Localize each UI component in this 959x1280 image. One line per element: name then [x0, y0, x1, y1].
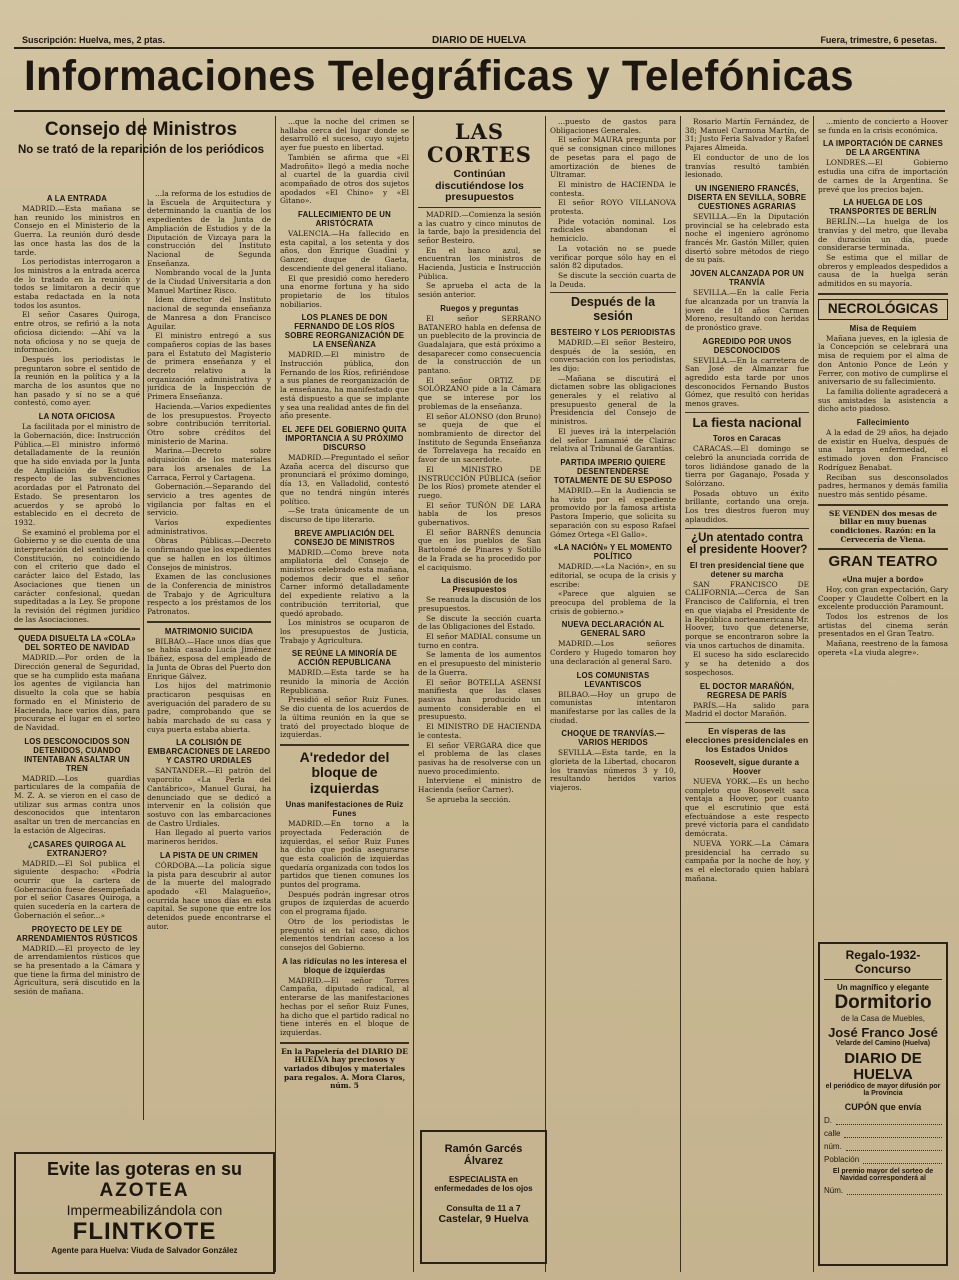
article-paragraph: MADRID.—Esta tarde se ha reunido la minoría de Acción Republicana. — [280, 668, 409, 695]
article-paragraph: BILBAO.—Hace unos días que se había casado Lucía Jiménez Ibáñez, esposa del empleado de la Junta de Obras del Puerto don Enrique Gálvez. — [147, 636, 271, 681]
article-paragraph: SEVILLA.—Esta tarde, en la glorieta de la Libertad, chocaron los tranvías números 3 y 10, resultando heridos varios viajeros. — [550, 748, 676, 793]
article-paragraph: NUEVA YORK.—La Cámara presidencial ha cerrado su campaña por la noche de hoy, y es el electorado quien hablará mañana. — [685, 838, 809, 883]
divider — [280, 744, 409, 746]
divider — [418, 207, 541, 208]
article-paragraph: MADRID.—Los guardias particulares de la compañía de M. Z. A. se vieron en el caso de utilizar sus armas contra unos desconocidos que intentaron asaltar un tren de mercancías en la estación de Algeciras. — [14, 773, 140, 835]
article-paragraph: Marina.—Decreto sobre adquisición de los materiales para los arsenales de La Carraca, Ferrol y Cartagena. — [147, 446, 271, 482]
article-paragraph: Los ministros se ocuparon de los presupuestos de Justicia, Trabajo y Agricultura. — [280, 618, 409, 645]
contest-coupon — [818, 942, 948, 1266]
section-heading: Fallecimiento — [856, 418, 910, 428]
article-paragraph: También se afirma que «El Madroñito» llegó a media noche al cuartel de la guardia civil acompañado de otros dos sujetos apodados «El Chino» y «El Gitano». — [280, 152, 409, 206]
article-paragraph: El MINISTRO DE HACIENDA le contesta. — [418, 722, 541, 740]
article-paragraph: SANTANDER.—El patrón del vaporcito «La Perla del Cantábrico», Manuel Gurai, ha denunciado que se dedicó a intervenir en la colisión que sostuvo con las embarcaciones de Castro Urdiales. — [147, 766, 271, 828]
section-heading: BREVE AMPLIACIÓN DEL CONSEJO DE MINISTROS — [294, 528, 395, 547]
article-paragraph: SEVILLA.—En la Diputación provincial se ha celebrado esta noche el ingeniero agrónomo francés Mr. Gastón Miller, quien disertó sobre métodos de riego de su país. — [685, 211, 809, 265]
article-paragraph: MADRID.—El señor Torres Campaña, diputado radical, al enterarse de las manifestaciones hechas por el señor Ruiz Funes, ha dicho que el partido radical no tiene interés en el bloque de izquierdas. — [280, 975, 409, 1037]
article-paragraph: El señor BARNÉS denuncia que en los pueblos de San Bartolomé de Pinares y Sotillo de la Frada se ha procedido por el caciquismo. — [418, 527, 541, 572]
article-paragraph: La facilitada por el ministro de la Gobernación, dice: Instrucción Pública.—El ministro informó detalladamente de la reunión que ha sido enviada por la Junta de Ampliación de Estudios respecto de las subvenciones acordadas por el Patronato del Estado. Se presentaron los acuerdos y se aprobó lo establecido en el decreto de 1932. — [14, 422, 140, 527]
article-paragraph: Varios expedientes administrativos. — [147, 518, 271, 536]
billiard-ad: SE VENDEN dos mesas de billar en muy buenas condiciones. Razón: en la Cervecería de Viena. — [829, 508, 937, 544]
ad-name: Ramón Garcés Álvarez — [444, 1143, 523, 1167]
article-paragraph: Pide votación nominal. Los radicales abandonan el hemiciclo. — [550, 216, 676, 244]
column-5 — [550, 118, 676, 1268]
ad-line: Castelar, 9 Huelva — [438, 1213, 529, 1225]
article-paragraph: El señor MADIAL consume un turno en contra. — [418, 632, 541, 650]
section-heading: «LA NACIÓN» Y EL MOMENTO POLÍTICO — [553, 543, 673, 562]
column-4 — [418, 118, 541, 1268]
article-paragraph: Se estima que el millar de obreros y empleados despedidos a causa de la huelga serán admitidos en su mayoría. — [818, 253, 948, 289]
las-cortes-headline: LAS CORTES — [427, 119, 532, 168]
field-label: D. — [824, 1116, 832, 1125]
article-paragraph: Se reanuda la discusión de los presupuestos. — [418, 595, 541, 613]
article-paragraph: El señor ALONSO (don Bruno) se queja de que el nombramiento de director del Instituto de Segunda Enseñanza de Torrelavega ha recaído en favor de un sacerdote. — [418, 411, 541, 465]
masthead-strip — [0, 0, 959, 46]
field-label: calle — [824, 1129, 841, 1138]
article-paragraph: Presidió el señor Ruiz Funes. Se dio cuenta de los acuerdos de la última reunión en la que se trató del proyectado bloque de izquierdas. — [280, 695, 409, 740]
article-paragraph: El señor ORTIZ DE SOLÓRZANO pide a la Cámara que se interese por los problemas de la enseñanza. — [418, 375, 541, 411]
article-paragraph: Se discute la sección cuarta de la Deuda. — [550, 270, 676, 289]
article-paragraph: MADRID.—En la Audiencia se ha visto por el expediente promovido por la famosa artista Pastora Imperio, que solicita su separación con su esposo Rafael Gómez Ortega «El Gallo». — [550, 486, 676, 539]
hoover-headline: ¿Un atentado contra el presidente Hoover? — [686, 531, 808, 557]
coupon-field-poblacion[interactable] — [824, 1155, 942, 1164]
section-heading: LOS PLANES DE DON FERNANDO DE LOS RÍOS SOBRE REORGANIZACIÓN DE LA ENSEÑANZA — [284, 313, 405, 350]
article-paragraph: MADRID.—Preguntado el señor Azaña acerca del discurso que pronunciará el próximo domingo, día 13, en Valladolid, contestó que no tendrá ningún interés político. — [280, 452, 409, 506]
article-paragraph: Hacienda.—Varios expedientes de los presupuestos. Proyecto sobre contribución territorial. Otro sobre créditos del ministerio de Marina. — [147, 401, 271, 446]
article-paragraph: ...la reforma de los estudios de la Escuela de Arquitectura y determinando la cuantía de los expedientes de la Junta de Ampliación de Estudios y de la Diputación de Vizcaya para la construcción del Instituto Nacional de Segunda Enseñanza. — [147, 190, 271, 268]
article-paragraph: —Se trata únicamente de un discurso de tipo literario. — [280, 506, 409, 524]
article-paragraph: PARÍS.—Ha salido para Madrid el doctor Marañón. — [685, 700, 809, 719]
coupon-label: CUPÓN que envía — [844, 1102, 922, 1112]
divider — [685, 528, 809, 529]
article-paragraph: MADRID.—El señor Besteiro, después de la sesión, en conversación con los periodistas, les dijo: — [550, 337, 676, 373]
consejo-subhead: No se trató de la reparición de los periódicos — [17, 143, 265, 156]
divider — [550, 292, 676, 293]
flintkote-ad — [14, 1152, 275, 1274]
article-paragraph: Se aprueba la sección. — [426, 794, 511, 804]
section-heading: AGREDIDO POR UNOS DESCONOCIDOS — [702, 336, 792, 355]
article-paragraph: Mañana, reestreno de la famosa opereta «La viuda alegre». — [818, 639, 948, 657]
article-paragraph: —Mañana se discutirá el dictamen sobre las obligaciones generales y el relativo al presupuesto general de la Presidencia del Consejo de ministros. — [550, 373, 676, 427]
article-paragraph: NUEVA YORK.—Es un hecho completo que Roosevelt saca ventaja a Hoover, por cuanto que el escrutinio que está efectuándose a este respecto prevé victoria para el candidato demócrata. — [685, 776, 809, 839]
column-rule — [143, 118, 144, 1120]
article-paragraph: El señor BOTELLA ASENSI manifiesta que las clases pasivas han producido un aumento considerable en el presupuesto. — [418, 677, 541, 722]
section-heading: LA NOTA OFICIOSA — [38, 412, 116, 422]
article-paragraph: A la edad de 29 años, ha dejado de existir en Huelva, después de una larga enfermedad, el estimado joven don Francisco Rodríguez Benabat. — [818, 428, 948, 472]
article-paragraph: El ministro entregó a sus compañeros copias de las bases para el Estatuto del Magisterio de primera enseñanza y el decreto relativo a la organización administrativa y jurídica de la Inspección de Primera Enseñanza. — [147, 331, 271, 402]
article-paragraph: El señor MAURA pregunta por qué se consignan cinco millones de pesetas para el pago de amortización de bienes de Ultramar. — [550, 135, 676, 180]
consejo-header — [14, 118, 268, 190]
article-paragraph: MADRID.—El proyecto de ley de arrendamientos rústicos que se ha presentado a la Cámara y que tiene la firma del ministro de Agricultura, será discutido en la sesión de mañana. — [14, 943, 140, 997]
section-heading: FALLECIMIENTO DE UN ARISTÓCRATA — [298, 210, 391, 229]
section-heading: Misa de Requiem — [849, 323, 917, 333]
fiesta-nacional-headline: La fiesta nacional — [692, 414, 802, 430]
article-paragraph: Los hijos del matrimonio practicaron pesquisas en averiguación del paradero de su padre, comprobando que se había marchado de su casa y cuya puerta estaba abierta. — [147, 681, 271, 734]
article-paragraph: La votación no se puede verificar porque sólo hay en el salón 82 diputados. — [550, 243, 676, 271]
contest-sponsor: José Franco José — [828, 1025, 938, 1040]
divider — [818, 548, 948, 550]
section-heading: Toros en Caracas — [712, 434, 782, 444]
section-heading: ¿CASARES QUIROGA AL EXTRANJERO? — [27, 839, 127, 858]
section-heading: «Una mujer a bordo» — [842, 574, 924, 584]
article-paragraph: MADRID.—Comienza la sesión a las cuatro y cinco minutos de la tarde, bajo la presidencia del señor Besteiro. — [418, 209, 541, 245]
section-heading: CHOQUE DE TRANVÍAS.—VARIOS HERIDOS — [561, 729, 665, 748]
section-heading: NUEVA DECLARACIÓN AL GENERAL SARO — [561, 620, 665, 639]
article-paragraph: MADRID.—Esta mañana se han reunido los ministros en Consejo en el Ministerio de la Guerra. La reunión duró desde las once hasta las dos de la tarde. — [14, 204, 140, 257]
article-paragraph: Se examinó el problema por el Gobierno y se dio cuenta de una interpretación del sentido de la Constitución, no coincidiendo con el criterio que dado el carácter laico del Estado, las Asociaciones que tienen un carácter confesional, quedan supeditadas a la Ley. Se propone la revisión del régimen jurídico de las Asociaciones. — [14, 527, 140, 624]
article-paragraph: El MINISTRO DE INSTRUCCIÓN PÚBLICA (señor De los Ríos) promete atender el ruego. — [418, 464, 541, 500]
column-rule — [275, 116, 276, 1272]
coupon-field-don[interactable] — [824, 1116, 942, 1125]
coupon-field-numero[interactable] — [824, 1186, 942, 1195]
las-cortes-subhead: Continúan discutiéndose los presupuestos — [435, 168, 524, 204]
article-paragraph: LONDRES.—El Gobierno estudia una cifra de importación de carnes de la Argentina. Se prevé que los precios bajen. — [818, 158, 948, 194]
section-heading: BESTEIRO Y LOS PERIODISTAS — [550, 327, 676, 337]
divider — [280, 1042, 409, 1044]
article-paragraph: Gobernación.—Separando del servicio a tres agentes de vigilancia por faltas en el servicio. — [147, 482, 271, 518]
section-heading: QUEDA DISUELTA LA «COLA» DEL SORTEO DE NAVIDAD — [18, 634, 136, 653]
section-heading: Ruegos y preguntas — [440, 303, 519, 313]
article-paragraph: ...miento de concierto a Hoover se funda en la crisis económica. — [818, 118, 948, 135]
field-label: Núm. — [824, 1186, 844, 1195]
article-paragraph: La familia doliente agradecerá a sus amistades la asistencia a dicho acto piadoso. — [818, 386, 948, 414]
article-paragraph: MADRID.—Los señores Cordero y Hugedo tomaron hoy una declaración al general Saro. — [550, 639, 676, 666]
article-paragraph: Rosario Martín Fernández, de 38; Manuel Carmona Martín, de 31; Justo Feria Salvador y Rafael Pajares Almeida. — [685, 118, 809, 153]
papeleria-ad: En la Papelería del DIARIO DE HUELVA hay preciosos y variados dibujos y materiales para regalos. A. Mora Claros, núm. 5 — [281, 1046, 408, 1091]
bloque-headline: A'rededor del bloque de izquierdas — [299, 748, 390, 796]
article-paragraph: Examen de las conclusiones de la Conferencia de ministros de Trabajo y de Agricultura respecto a los préstamos de los Patronatos. — [147, 572, 271, 617]
article-paragraph: Después los periodistas le preguntaron sobre el sentido de la reunión en la política y a la marcha de los asuntos que no han pasado y sí no se a qué contestó, como ayer. — [14, 354, 140, 408]
column-1 — [14, 190, 140, 1165]
divider — [685, 412, 809, 413]
article-paragraph: En el banco azul, se encuentran los ministros de Hacienda, Justicia e Instrucción Pública. — [418, 245, 541, 281]
article-paragraph: Se lamenta de los aumentos en el presupuesto del ministerio de la Guerra. — [418, 650, 541, 677]
section-heading: UN INGENIERO FRANCÉS, DISERTA EN SEVILLA, SOBRE CUESTIONES AGRARIAS — [687, 183, 807, 211]
header-rule-bottom — [14, 110, 945, 112]
coupon-note: El premio mayor del sorteo de Navidad corresponderá al — [832, 1168, 934, 1182]
contest-line: Velarde del Camino (Huelva) — [835, 1040, 931, 1047]
article-paragraph: Después podrán ingresar otros grupos de izquierdas de acuerdo con el programa fijado. — [280, 889, 409, 917]
subscription-price: Suscripción: Huelva, mes, 2 ptas. — [22, 35, 166, 45]
article-paragraph: Los periodistas interrogaron a los ministros a la entrada acerca de lo tratado en la reunión y todos se limitaron a decir que estaba redactada en la nota todos los asuntos. — [14, 257, 140, 310]
article-paragraph: MADRID.—El Sol publica el siguiente despacho: «Podría ocurrir que la cartera de Gobernación fuese desempeñada por el señor Casares Quiroga, a quien sucedería en la cartera de Gobernación el señor...» — [14, 858, 140, 920]
article-paragraph: El suceso ha sido esclarecido y se ha detenido a dos sospechosos. — [685, 650, 809, 677]
article-paragraph: Se discute la sección cuarta de las Obligaciones del Estado. — [418, 613, 541, 632]
article-paragraph: Posada obtuvo un éxito brillante, cortando una oreja. Los tres diestros fueron muy aplaudidos. — [685, 488, 809, 524]
article-paragraph: El señor ROYO VILLANOVA protesta. — [550, 198, 676, 217]
article-paragraph: Hoy, con gran expectación, Gary Cooper y Claudette Colbert en la excelente producción Paramount. — [818, 584, 948, 612]
section-heading: LA COLISIÓN DE EMBARCACIONES DE LAREDO Y CASTRO URDIALES — [147, 738, 271, 766]
article-paragraph: Nombrando vocal de la Junta de la Ciudad Universitaria a don Manuel Martínez Risco. — [147, 268, 271, 295]
field-label: núm. — [824, 1142, 842, 1151]
article-paragraph: Todos los estrenos de los artistas del cinema serán presentados en el Gran Teatro. — [818, 612, 948, 639]
article-paragraph: CÓRDOBA.—La policía sigue la pista para descubrir al autor de la muerte del malogrado apodado «El Malagueño», ocurrida hace unos días en esta capital. Se supone que entre los detenidos puede encontrarse el autor. — [147, 860, 271, 931]
article-paragraph: Obras Públicas.—Decreto confirmando que los expedientes que se hallen en los últimos Consejos de ministros. — [147, 536, 271, 572]
contest-prize: Dormitorio — [834, 992, 932, 1013]
article-paragraph: MADRID.—Por orden de la Dirección general de Seguridad, que se ha cumplido esta mañana los agentes de vigilancia han disuelto la cola que se había formado en el Ministerio de Hacienda, hace varios días, para procurarse el lugar en el sorteo de Navidad. — [14, 653, 140, 732]
article-paragraph: CARACAS.—El domingo se celebró la anunciada corrida de toros lidiándose ganado de la tierra por Gaganajo, Posada y Solórzano. — [685, 444, 809, 488]
contest-line: de la Casa de Muebles, — [840, 1014, 926, 1023]
column-6 — [685, 118, 809, 1268]
article-paragraph: MADRID.—«La Nación», en su editorial, se ocupa de la crisis y escribe: — [550, 562, 676, 589]
article-paragraph: Interviene el ministro de Hacienda (señor Carner). — [418, 776, 541, 795]
bloque-subhead: Unas manifestaciones de Ruiz Funes — [285, 800, 404, 819]
column-rule — [813, 116, 814, 1272]
section-heading: MATRIMONIO SUICIDA — [164, 626, 254, 636]
article-paragraph: Otro de los periodistas le preguntó si en tal caso, dichos elementos tendrían acceso a los consejos del Gobierno. — [280, 916, 409, 952]
ad-line: AZOTEA — [99, 1180, 190, 1201]
article-paragraph: El jueves irá la interpelación del señor Lamamié de Clairac relativa al Tribunal de Garantías. — [550, 426, 676, 454]
section-heading: LA IMPORTACIÓN DE CARNES DE LA ARGENTINA — [822, 139, 944, 158]
section-heading: EL DOCTOR MARAÑÓN, REGRESA DE PARÍS — [699, 681, 795, 700]
section-heading: Roosevelt, sigue durante a Hoover — [694, 757, 800, 776]
article-paragraph: Se aprueba el acta de la sesión anterior. — [418, 281, 541, 300]
section-heading: EL JEFE DEL GOBIERNO QUITA IMPORTANCIA A SU PRÓXIMO DISCURSO — [282, 424, 407, 452]
divider — [818, 504, 948, 506]
header-rule — [14, 47, 945, 49]
oculist-ad — [420, 1130, 547, 1264]
ad-line: Agente para Huelva: Viuda de Salvador González — [51, 1246, 238, 1255]
article-paragraph: VALENCIA.—Ha fallecido en esta capital, a los setenta y dos años, don Enrique Guadini y Ganzer, duque de Gaeta, descendiente del general italiano. — [280, 229, 409, 273]
article-paragraph: ...puesto de gastos para Obligaciones Generales. — [550, 118, 676, 135]
article-paragraph: El conductor de uno de los tranvías resultó también lesionado. — [685, 152, 809, 180]
coupon-field-num[interactable] — [824, 1142, 942, 1151]
coupon-field-calle[interactable] — [824, 1129, 942, 1138]
despues-sesion-headline: Después de la sesión — [570, 295, 656, 324]
section-heading: PROYECTO DE LEY DE ARRENDAMIENTOS RÚSTICOS — [16, 924, 138, 943]
column-rule — [545, 116, 546, 1272]
contest-title: Regalo-1932-Concurso — [824, 948, 942, 980]
ad-brand: FLINTKOTE — [72, 1218, 217, 1245]
section-heading: A las ridículas no les interesa el bloque de izquierdas — [282, 956, 407, 975]
contest-line: el periódico de mayor difusión por la Provincia — [825, 1083, 941, 1097]
column-7 — [818, 118, 948, 938]
contest-paper: DIARIO DE HUELVA — [844, 1050, 922, 1083]
column-2 — [147, 190, 271, 1150]
section-heading: LOS COMUNISTAS LEVANTISCOS — [576, 670, 650, 689]
article-paragraph: El señor VERGARA dice que el problema de las clases pasivas ha de resolverse con un nuevo procedimiento. — [418, 740, 541, 776]
section-heading: La discusión de los Presupuestos — [441, 576, 518, 595]
ad-line: ESPECIALISTA en enfermedades de los ojos — [434, 1175, 533, 1193]
column-rule — [413, 116, 414, 1272]
article-paragraph: MADRID.—El ministro de Instrucción pública, don Fernando de los Ríos, refiriéndose a sus planes de reorganización de la enseñanza, ha manifestado que está dispuesto a que se implante y sea una realidad antes de fin del año presente. — [280, 350, 409, 421]
gran-teatro-headline: GRAN TEATRO — [828, 553, 938, 571]
quarterly-price: Fuera, trimestre, 6 pesetas. — [820, 35, 937, 45]
field-label: Población — [824, 1155, 860, 1164]
article-paragraph: Ídem director del Instituto nacional de segunda enseñanza de Manresa a don Francisco Aguilar. — [147, 295, 271, 331]
article-paragraph: Reciban sus desconsolados padres, hermanos y demás familia nuestro más sentido pésame. — [818, 472, 948, 499]
divider — [685, 722, 809, 723]
column-3 — [280, 118, 409, 1263]
divider — [147, 621, 271, 623]
article-paragraph: Mañana jueves, en la iglesia de la Concepción se celebrará una misa de requiem por el alma de don Antonio Ponce de León y Ferrer, con motivo de cumplirse el aniversario de su fallecimiento. — [818, 333, 948, 387]
section-heading: SE REÚNE LA MINORÍA DE ACCIÓN REPUBLICANA — [291, 649, 398, 668]
article-paragraph: BERLÍN.—La huelga de los tranvías y del metro, que llevaba de duración un día, puede considerarse terminada. — [818, 217, 948, 253]
section-heading: LOS DESCONOCIDOS SON DETENIDOS, CUANDO INTENTABAN ASALTAR UN TREN — [24, 736, 130, 773]
article-paragraph: BILBAO.—Hoy un grupo de comunistas intentaron manifestarse por las calles de la ciudad. — [550, 689, 676, 725]
contest-line: Un magnífico y elegante — [836, 983, 930, 992]
ad-line: Consulta de 11 a 7 — [446, 1203, 521, 1213]
article-paragraph: SEVILLA.—En la calle Feria fue alcanzada por un tranvía la joven de 18 años Carmen Moreno, resultando con heridas de pronóstico grave. — [685, 288, 809, 332]
necrologicas-headline: NECROLÓGICAS — [818, 299, 948, 320]
consejo-headline: Consejo de Ministros — [44, 119, 238, 140]
ad-line: Impermeabilizándola con — [66, 1202, 223, 1218]
article-paragraph: SEVILLA.—En la carretera de San José de Almanzar fue agredido esta tarde por unos desconocidos Fernando Bustos Gómez, que resultó con heridas menos graves. — [685, 355, 809, 409]
section-heading: JOVEN ALCANZADA POR UN TRANVÍA — [690, 269, 804, 288]
article-paragraph: El señor TUÑÓN DE LARA habla de los presos gubernativos. — [418, 500, 541, 528]
article-paragraph: SAN FRANCISCO DE CALIFORNIA.—Cerca de San Francisco de California, el tren en que viajaba el Presidente de la República norteamericana Mr. Hoover, tuvo que detenerse, porque se encontraron sobre la vía unos cartuchos de dinamita. — [685, 579, 809, 650]
section-heading: LA HUELGA DE LOS TRANSPORTES DE BERLÍN — [829, 198, 937, 217]
divider — [818, 293, 948, 295]
article-paragraph: «Parece que alguien se preocupa del problema de la crisis de gobierno.» — [550, 589, 676, 616]
article-paragraph: MADRID.—En torno a la proyectada Federación de izquierdas, el señor Ruiz Funes ha dicho que podía asegurarse que esta coalición de izquierdas quedaría organizada con todos los partidos que tienen comunes los puntos del programa. — [280, 819, 409, 890]
article-paragraph: MADRID.—Como breve nota ampliatoria del Consejo de ministros celebrado esta mañana, podemos decir que el señor Carner informó detalladamente del expediente relativo a la contribución territorial, que quedó aprobado. — [280, 547, 409, 618]
ad-line: Evite las goteras en su — [46, 1159, 243, 1179]
article-paragraph: El señor Casares Quiroga, entre otros, se refirió a la nota oficiosa diciendo: —Ahí va la nota oficiosa y no se queja de información. — [14, 310, 140, 355]
article-paragraph: El señor SERRANO BATANERO habla en defensa de un pueblecito de la provincia de Guadalajara, que está próximo a desaparecer como consecuencia de la construcción de un pantano. — [418, 313, 541, 376]
article-paragraph: El ministro de HACIENDA le contesta. — [550, 179, 676, 198]
article-paragraph: ...que la noche del crimen se hallaba cerca del lugar donde se desarrolló el suceso, cuyo sujeto ayer fue puesto en libertad. — [280, 118, 409, 153]
article-paragraph: Han llegado al puerto varios marineros heridos. — [147, 828, 271, 847]
divider — [14, 628, 140, 630]
article-paragraph: El que presidió como heredero una enorme fortuna y ha sido propietario de los títulos nobiliarios. — [280, 273, 409, 309]
paper-name: DIARIO DE HUELVA — [432, 35, 527, 46]
section-title: Informaciones Telegráficas y Telefónicas — [24, 52, 854, 100]
section-heading: En vísperas de las elecciones presidenciales en los Estados Unidos — [685, 725, 809, 754]
section-heading: PARTIDA IMPERIO QUIERE DESENTENDERSE TOTALMENTE DE SU ESPOSO — [553, 458, 673, 485]
section-heading: El tren presidencial tiene que detener su marcha — [689, 560, 805, 579]
column-rule — [680, 116, 681, 1272]
section-heading: A LA ENTRADA — [46, 194, 108, 203]
section-heading: LA PISTA DE UN CRIMEN — [160, 850, 258, 860]
